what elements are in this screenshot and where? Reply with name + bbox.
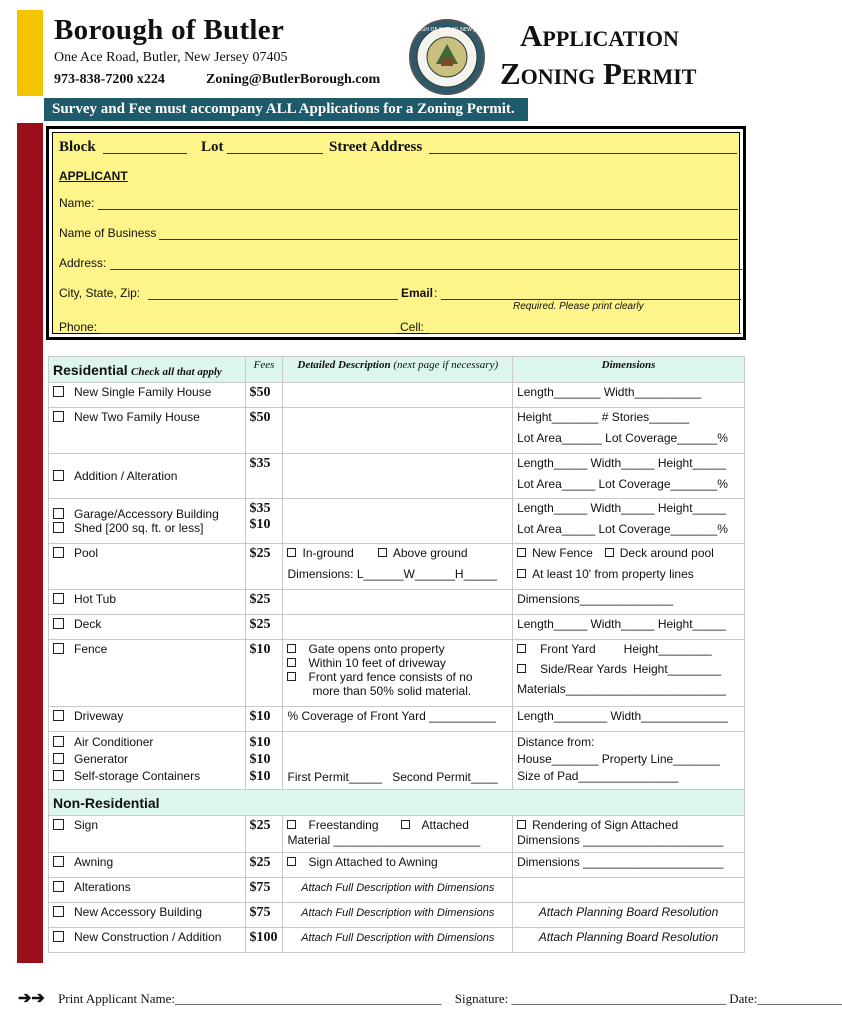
row-label: Driveway: [74, 709, 124, 723]
row-fee: $25: [249, 818, 271, 833]
table-row: [49, 383, 745, 408]
new-accessory-checkbox[interactable]: [53, 906, 64, 917]
cell-input[interactable]: [429, 333, 741, 334]
desc-note: (next page if necessary): [393, 359, 499, 371]
business-input[interactable]: [159, 239, 738, 240]
sign-attached: Attached: [421, 818, 469, 832]
table-row: [49, 408, 745, 454]
fees-header: Fees: [253, 359, 275, 371]
aboveground-checkbox[interactable]: [378, 548, 387, 557]
front-yard-checkbox[interactable]: [287, 672, 296, 681]
residential-label: Residential: [53, 361, 128, 378]
row-dims: Length_____ Width_____ Height_____: [517, 456, 726, 470]
first-permit: First Permit_____: [287, 770, 383, 784]
row-fee: $75: [249, 880, 271, 895]
new-construction-checkbox[interactable]: [53, 931, 64, 942]
block-label: Block: [59, 139, 96, 155]
row-dims: Length________ Width_____________: [517, 709, 728, 723]
distance-from: Distance from:: [517, 735, 595, 749]
title-application: Application: [520, 18, 679, 53]
gate-checkbox[interactable]: [287, 644, 296, 653]
row-fee: $10: [249, 642, 271, 657]
table-row: [49, 928, 745, 953]
fence-front-height: Height________: [623, 642, 712, 656]
row-dims: Height_______ # Stories______: [517, 410, 690, 424]
row-label: Addition / Alteration: [74, 469, 178, 483]
pool-deck-label: Deck around pool: [619, 546, 714, 560]
email-input[interactable]: [441, 299, 741, 300]
pool-new-fence-label: New Fence: [532, 546, 593, 560]
row-dims: Length_____ Width_____ Height_____: [517, 501, 726, 515]
table-row: [49, 544, 745, 590]
lot-input[interactable]: [227, 153, 323, 154]
table-row: [49, 590, 745, 615]
desc-header: Detailed Description: [297, 359, 391, 371]
fence-side-height: Height________: [633, 662, 722, 676]
single-family-checkbox[interactable]: [53, 386, 64, 397]
table-row: [49, 454, 745, 499]
ac-checkbox[interactable]: [53, 736, 64, 747]
row-label: Garage/Accessory Building: [74, 507, 219, 521]
row-fee: $10: [249, 709, 271, 724]
row-label: New Accessory Building: [74, 905, 203, 919]
hottub-checkbox[interactable]: [53, 593, 64, 604]
row-label: Hot Tub: [74, 592, 117, 606]
inground-checkbox[interactable]: [287, 548, 296, 557]
pool-aboveground-label: Above ground: [392, 546, 468, 560]
row-dims: Dimensions______________: [517, 592, 674, 606]
row-fee: $25: [249, 546, 271, 561]
title-zoning-permit: Zoning Permit: [500, 56, 697, 91]
row-fee: $35: [249, 456, 271, 471]
planning-board: Attach Planning Board Resolution: [538, 905, 719, 919]
shed-checkbox[interactable]: [53, 522, 64, 533]
attach-description: Attach Full Description with Dimensions: [301, 907, 495, 919]
nonres-header-row: [49, 790, 745, 816]
sign-freestanding: Freestanding: [308, 818, 379, 832]
row-dims-2: Lot Area_____ Lot Coverage_______%: [517, 522, 728, 536]
table-row: [49, 816, 745, 853]
row-fee-3: $10: [249, 769, 271, 784]
row-label: Fence: [74, 642, 108, 656]
applicant-section-label: APPLICANT: [59, 169, 128, 183]
name-input[interactable]: [98, 209, 738, 210]
check-all-label: Check all that apply: [131, 365, 222, 378]
nonres-label: Non-Residential: [53, 794, 160, 811]
borough-name: Borough of Butler: [54, 14, 285, 46]
row-fee-2: $10: [249, 752, 271, 767]
fence-gate-label: Gate opens onto property: [308, 642, 445, 656]
freestanding-checkbox[interactable]: [287, 820, 296, 829]
address-input[interactable]: [110, 269, 742, 270]
fence-side-rear: Side/Rear Yards: [540, 662, 627, 676]
size-of-pad: Size of Pad_______________: [517, 769, 679, 783]
pool-inground-label: In-ground: [302, 546, 354, 560]
row-label-2: Generator: [74, 752, 129, 766]
row-label: New Single Family House: [74, 385, 212, 399]
row-dims: Length_____ Width_____ Height_____: [517, 617, 726, 631]
pool-10ft-label: At least 10' from property lines: [532, 567, 694, 581]
ten-feet-checkbox[interactable]: [517, 569, 526, 578]
driveway-checkbox[interactable]: [53, 710, 64, 721]
two-family-checkbox[interactable]: [53, 411, 64, 422]
row-dims-2: Lot Area_____ Lot Coverage_______%: [517, 477, 728, 491]
city-input[interactable]: [148, 299, 398, 300]
row-label: Deck: [74, 617, 102, 631]
table-row: [49, 615, 745, 640]
row-fee: $100: [249, 930, 278, 945]
name-label: Name:: [59, 196, 95, 210]
storage-checkbox[interactable]: [53, 770, 64, 781]
awning-checkbox[interactable]: [53, 856, 64, 867]
driveway-coverage: % Coverage of Front Yard __________: [287, 709, 496, 723]
fence-solid-label: more than 50% solid material.: [312, 684, 472, 698]
gold-accent-bar: [17, 10, 43, 96]
table-row: [49, 853, 745, 878]
awning-sign-checkbox[interactable]: [287, 857, 296, 866]
city-label: City, State, Zip:: [59, 286, 141, 300]
fence-checkbox[interactable]: [53, 643, 64, 654]
front-yard-fence-checkbox[interactable]: [517, 644, 526, 653]
garage-checkbox[interactable]: [53, 508, 64, 519]
signature-field[interactable]: Signature: _________________________________: [454, 991, 726, 1006]
attached-checkbox[interactable]: [401, 820, 410, 829]
email-required-note: Required. Please print clearly: [513, 301, 644, 312]
alterations-checkbox[interactable]: [53, 881, 64, 892]
table-row: [49, 499, 745, 544]
signature-line: [18, 988, 842, 1008]
row-label-2: Shed [200 sq. ft. or less]: [74, 521, 204, 535]
permit-table: [48, 356, 745, 953]
sign-checkbox[interactable]: [53, 819, 64, 830]
fence-front-yard: Front Yard: [540, 642, 596, 656]
row-label-3: Self-storage Containers: [74, 769, 201, 783]
fence-driveway-label: Within 10 feet of driveway: [308, 656, 446, 670]
borough-email: Zoning@ButlerBorough.com: [206, 72, 381, 87]
street-input[interactable]: [429, 153, 737, 154]
row-dims: Dimensions _____________________: [517, 855, 724, 869]
row-dims: Length_______ Width__________: [517, 385, 702, 399]
row-label: Pool: [74, 546, 99, 560]
borough-address: One Ace Road, Butler, New Jersey 07405: [54, 50, 288, 65]
table-row: [49, 878, 745, 903]
row-label: Awning: [74, 855, 114, 869]
phone-label: Phone:: [59, 320, 98, 334]
awning-sign: Sign Attached to Awning: [308, 855, 438, 869]
row-fee: $10: [249, 735, 271, 750]
attach-description: Attach Full Description with Dimensions: [301, 882, 495, 894]
dims-header: Dimensions: [601, 359, 656, 371]
phone-input[interactable]: [100, 333, 396, 334]
email-colon: :: [434, 286, 438, 300]
row-fee: $25: [249, 592, 271, 607]
pool-checkbox[interactable]: [53, 547, 64, 558]
arrow-icon: ➔➔: [18, 990, 45, 1007]
row-label: New Two Family House: [74, 410, 200, 424]
deck-checkbox[interactable]: [53, 618, 64, 629]
driveway-10ft-checkbox[interactable]: [287, 658, 296, 667]
row-fee: $25: [249, 617, 271, 632]
table-row: [49, 640, 745, 707]
table-row: [49, 732, 745, 790]
row-fee: $75: [249, 905, 271, 920]
attach-description: Attach Full Description with Dimensions: [301, 932, 495, 944]
row-label: Alterations: [74, 880, 131, 894]
borough-phone: 973-838-7200 x224: [54, 72, 165, 87]
sign-material: Material ______________________: [287, 833, 481, 847]
side-rear-checkbox[interactable]: [517, 664, 526, 673]
table-row: [49, 707, 745, 732]
fence-frontyard-label: Front yard fence consists of no: [308, 670, 473, 684]
table-header-row: [49, 357, 745, 383]
sign-dimensions: Dimensions _____________________: [517, 833, 724, 847]
row-label: Air Conditioner: [74, 735, 154, 749]
red-accent-bar: [17, 123, 43, 963]
row-fee: $35: [249, 501, 271, 516]
generator-checkbox[interactable]: [53, 753, 64, 764]
row-dims-2: Lot Area______ Lot Coverage______%: [517, 431, 728, 445]
rendering-checkbox[interactable]: [517, 820, 526, 829]
seal-text: BOROUGH OF BUTLER NEW JERSEY: [402, 27, 492, 33]
fence-materials: Materials________________________: [517, 682, 726, 696]
cell-label: Cell:: [400, 320, 425, 334]
lot-label: Lot: [201, 139, 224, 155]
row-fee-2: $10: [249, 517, 271, 532]
deck-around-pool-checkbox[interactable]: [605, 548, 614, 557]
street-label: Street Address: [329, 139, 423, 155]
applicant-box: [46, 126, 746, 340]
row-label: New Construction / Addition: [74, 930, 222, 944]
planning-board: Attach Planning Board Resolution: [538, 930, 719, 944]
new-fence-checkbox[interactable]: [517, 548, 526, 557]
sign-rendering: Rendering of Sign Attached: [532, 818, 679, 832]
block-input[interactable]: [103, 153, 187, 154]
pool-dimensions: Dimensions: L______W______H_____: [287, 567, 497, 581]
row-fee: $50: [249, 385, 271, 400]
table-row: [49, 903, 745, 928]
email-label: Email: [401, 286, 434, 300]
house-property: House_______ Property Line_______: [517, 752, 720, 766]
date-field[interactable]: Date:_____________: [729, 991, 842, 1006]
address-label: Address:: [59, 256, 107, 270]
row-fee: $25: [249, 855, 271, 870]
print-name-field[interactable]: Print Applicant Name:_________________________________________: [58, 991, 442, 1006]
survey-notice: Survey and Fee must accompany ALL Applications for a Zoning Permit.: [44, 98, 528, 121]
addition-checkbox[interactable]: [53, 470, 64, 481]
row-label: Sign: [74, 818, 99, 832]
second-permit: Second Permit____: [392, 770, 498, 784]
business-label: Name of Business: [59, 226, 157, 240]
row-fee: $50: [249, 410, 271, 425]
borough-seal-icon: [402, 18, 492, 96]
